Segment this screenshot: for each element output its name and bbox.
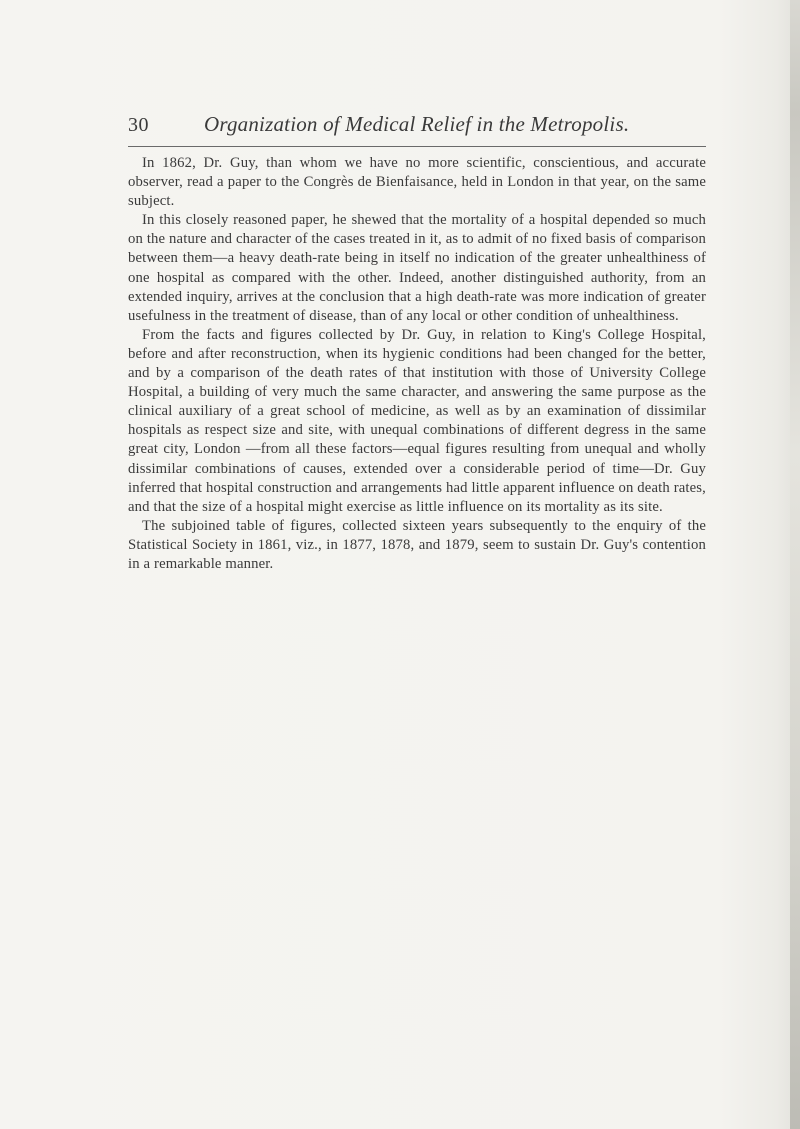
paragraph-2: In this closely reasoned paper, he shewed that the mortality of a hospital depended so much on the nature and character of the cases treated in it, as to admit of no fixed basis of comparison between them—a heavy death-rate being in itself no indication of the greater unhealthiness of one hospital as compared with the other. Indeed, another distinguished authority, from an extended inquiry, arrives at the conclusion that a high death-rate was more indication of greater usefulness in the treatment of disease, than of any local or other condition of unhealthiness. <box>128 212 706 324</box>
page-number: 30 <box>128 114 149 136</box>
page-edge <box>790 0 800 1129</box>
paragraph-4: The subjoined table of figures, collected sixteen years subsequently to the enquiry of the Statistical Society in 1861, viz., in 1877, 1878, and 1879, seem to sustain Dr. Guy's contention in a remarkable manner. <box>128 517 706 572</box>
paragraph-1: In 1862, Dr. Guy, than whom we have no more scientific, conscientious, and accurate observer, read a paper to the Congrès de Bienfaisance, held in London in that year, on the same subject. <box>128 155 706 210</box>
body-text <box>128 154 706 574</box>
paragraph-3: From the facts and figures collected by Dr. Guy, in relation to King's College Hospital, before and after reconstruction, when its hygienic conditions had been changed for the better, and by a comparison of the death rates of that institution with those of University College Hospital, a building of very much the same character, and answering the same purpose as the clinical auxiliary of a great school of medicine, as well as by an examination of dissimilar hospitals as respect size and site, with unequal combinations of different degress in the same great city, London —from all these factors—equal figures resulting from unequal and wholly dissimilar combinations of causes, extended over a considerable period of time—Dr. Guy inferred that hospital construction and arrangements had little apparent influence on death rates, and that the size of a hospital might exercise as little influence on its mortality as its site. <box>128 326 706 515</box>
running-title: Organization of Medical Relief in the Metropolis. <box>204 112 630 136</box>
running-head <box>128 112 706 147</box>
